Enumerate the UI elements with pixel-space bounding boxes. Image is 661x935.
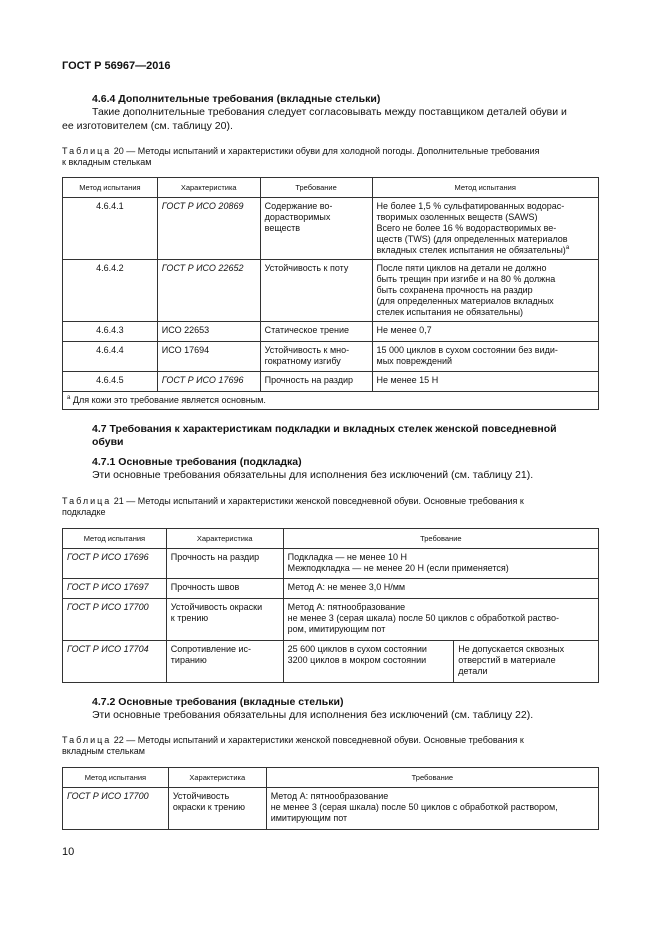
table-cell-test-method (372, 198, 599, 260)
table-cell-characteristic: Устойчивость окраски к трению (168, 788, 266, 830)
table-cell-method: ГОСТ Р ИСО 17704 (63, 641, 167, 683)
table-cell-test-method: Не менее 15 Н (372, 372, 599, 392)
table-22-header-characteristic: Характеристика (168, 768, 266, 788)
table-22-caption (62, 735, 524, 747)
table-20-header-characteristic: Характеристика (157, 178, 260, 198)
table-cell-requirement-note: Не допускается сквозных отверстий в материале детали (454, 641, 599, 683)
table-cell-standard: ГОСТ Р ИСО 22652 (157, 260, 260, 322)
table-20-caption (62, 146, 540, 158)
table-20-header-requirement: Требование (260, 178, 372, 198)
table-20-caption-line1: 20 — Методы испытаний и характеристики обуви для холодной погоды. Дополнительные требования (111, 146, 540, 156)
table-cell-method: 4.6.4.3 (63, 322, 158, 342)
table-21-caption-line1: 21 — Методы испытаний и характеристики женской повседневной обуви. Основные требования к (111, 496, 524, 506)
table-22-header-row (63, 768, 599, 788)
table-cell-requirement: 25 600 циклов в сухом состоянии 3200 циклов в мокром состоянии (283, 641, 454, 683)
table-cell-test-method-text: Не более 1,5 % сульфатированных водорас- творимых озоленных веществ (SAWS) Всего не более 16 % водорастворимых ве- ществ (TWS) (для определенных материалов вкладных стелек испытания не обязательны) (376, 201, 568, 255)
table-cell-requirement: Устойчивость к поту (260, 260, 372, 322)
table-20-footnote-row (63, 392, 599, 410)
table-row (63, 599, 599, 641)
table-20-header-test-method: Метод испытания (372, 178, 599, 198)
table-20 (62, 177, 599, 410)
table-row (63, 788, 599, 830)
table-cell-requirement: Прочность на раздир (260, 372, 372, 392)
table-22-caption-line2: вкладным стелькам (62, 746, 145, 756)
table-row (63, 322, 599, 342)
section-title-4-7-line2: обуви (92, 436, 124, 448)
footnote-text: Для кожи это требование является основным. (70, 395, 266, 405)
table-22-header-method: Метод испытания (63, 768, 169, 788)
table-cell-method: ГОСТ Р ИСО 17697 (63, 579, 167, 599)
table-row (63, 260, 599, 322)
section-text-4-7-1: Эти основные требования обязательны для исполнения без исключений (см. таблицу 21). (92, 469, 534, 481)
section-title-4-7-1: 4.7.1 Основные требования (подкладка) (92, 456, 302, 468)
table-cell-requirement: Метод А: не менее 3,0 Н/мм (283, 579, 598, 599)
table-row (63, 579, 599, 599)
table-cell-test-method: 15 000 циклов в сухом состоянии без види- мых повреждений (372, 342, 599, 372)
document-header: ГОСТ Р 56967—2016 (62, 60, 171, 72)
table-22-header-requirement: Требование (266, 768, 598, 788)
table-cell-method: ГОСТ Р ИСО 17700 (63, 599, 167, 641)
table-cell-requirement: Устойчивость к мно- гократному изгибу (260, 342, 372, 372)
table-21 (62, 528, 599, 683)
table-cell-requirement: Статическое трение (260, 322, 372, 342)
table-20-header-method: Метод испытания (63, 178, 158, 198)
table-20-caption-word: Таблица (62, 146, 112, 156)
table-cell-requirement: Метод А: пятнообразование не менее 3 (серая шкала) после 50 циклов с обработкой раствором, имитирующим пот (266, 788, 598, 830)
table-20-footnote (63, 392, 599, 410)
table-cell-method: 4.6.4.1 (63, 198, 158, 260)
table-row (63, 372, 599, 392)
table-cell-method: ГОСТ Р ИСО 17700 (63, 788, 169, 830)
table-cell-standard: ГОСТ Р ИСО 17696 (157, 372, 260, 392)
table-21-caption (62, 496, 524, 508)
table-cell-characteristic: Прочность на раздир (166, 549, 283, 579)
footnote-marker: a (565, 245, 570, 251)
table-cell-requirement: Содержание во- дорастворимых веществ (260, 198, 372, 260)
page-number: 10 (62, 846, 75, 858)
table-cell-characteristic: Прочность швов (166, 579, 283, 599)
table-cell-test-method: Не менее 0,7 (372, 322, 599, 342)
footnote-marker: а (67, 395, 71, 401)
table-row (63, 641, 599, 683)
table-20-header-row (63, 178, 599, 198)
table-22 (62, 767, 599, 830)
table-20-caption-line2: к вкладным стелькам (62, 157, 152, 167)
table-cell-characteristic: Устойчивость окраски к трению (166, 599, 283, 641)
table-row (63, 342, 599, 372)
table-21-header-requirement: Требование (283, 529, 598, 549)
section-title-4-6-4: 4.6.4 Дополнительные требования (вкладные стельки) (92, 93, 381, 105)
table-row (63, 549, 599, 579)
table-row (63, 198, 599, 260)
table-21-header-method: Метод испытания (63, 529, 167, 549)
table-21-header-row (63, 529, 599, 549)
table-22-caption-line1: 22 — Методы испытаний и характеристики женской повседневной обуви. Основные требования к (111, 735, 524, 745)
table-22-caption-word: Таблица (62, 735, 112, 745)
section-title-4-7-2: 4.7.2 Основные требования (вкладные стельки) (92, 696, 344, 708)
section-text-4-6-4-line2: ее изготовителем (см. таблицу 20). (62, 120, 233, 132)
table-cell-standard: ИСО 22653 (157, 322, 260, 342)
table-21-caption-line2: подкладке (62, 507, 106, 517)
table-21-header-characteristic: Характеристика (166, 529, 283, 549)
section-text-4-6-4-line1: Такие дополнительные требования следует согласовывать между поставщиком деталей обуви и (92, 106, 567, 118)
table-cell-test-method: После пяти циклов на детали не должно быть трещин при изгибе и на 80 % должна быть сохранена прочность на раздир (для определенных материалов вкладных стелек испытания не обязательны) (372, 260, 599, 322)
table-cell-requirement: Метод А: пятнообразование не менее 3 (серая шкала) после 50 циклов с обработкой раство- ром, имитирующим пот (283, 599, 598, 641)
table-cell-standard: ГОСТ Р ИСО 20869 (157, 198, 260, 260)
section-title-4-7-line1: 4.7 Требования к характеристикам подкладки и вкладных стелек женской повседневной (92, 423, 557, 435)
section-text-4-7-2: Эти основные требования обязательны для исполнения без исключений (см. таблицу 22). (92, 709, 534, 721)
table-cell-standard: ИСО 17694 (157, 342, 260, 372)
table-cell-requirement: Подкладка — не менее 10 Н Межподкладка — не менее 20 Н (если применяется) (283, 549, 598, 579)
table-cell-method: ГОСТ Р ИСО 17696 (63, 549, 167, 579)
table-cell-method: 4.6.4.4 (63, 342, 158, 372)
table-cell-method: 4.6.4.5 (63, 372, 158, 392)
table-cell-characteristic: Сопротивление ис- тиранию (166, 641, 283, 683)
table-21-caption-word: Таблица (62, 496, 112, 506)
table-cell-method: 4.6.4.2 (63, 260, 158, 322)
